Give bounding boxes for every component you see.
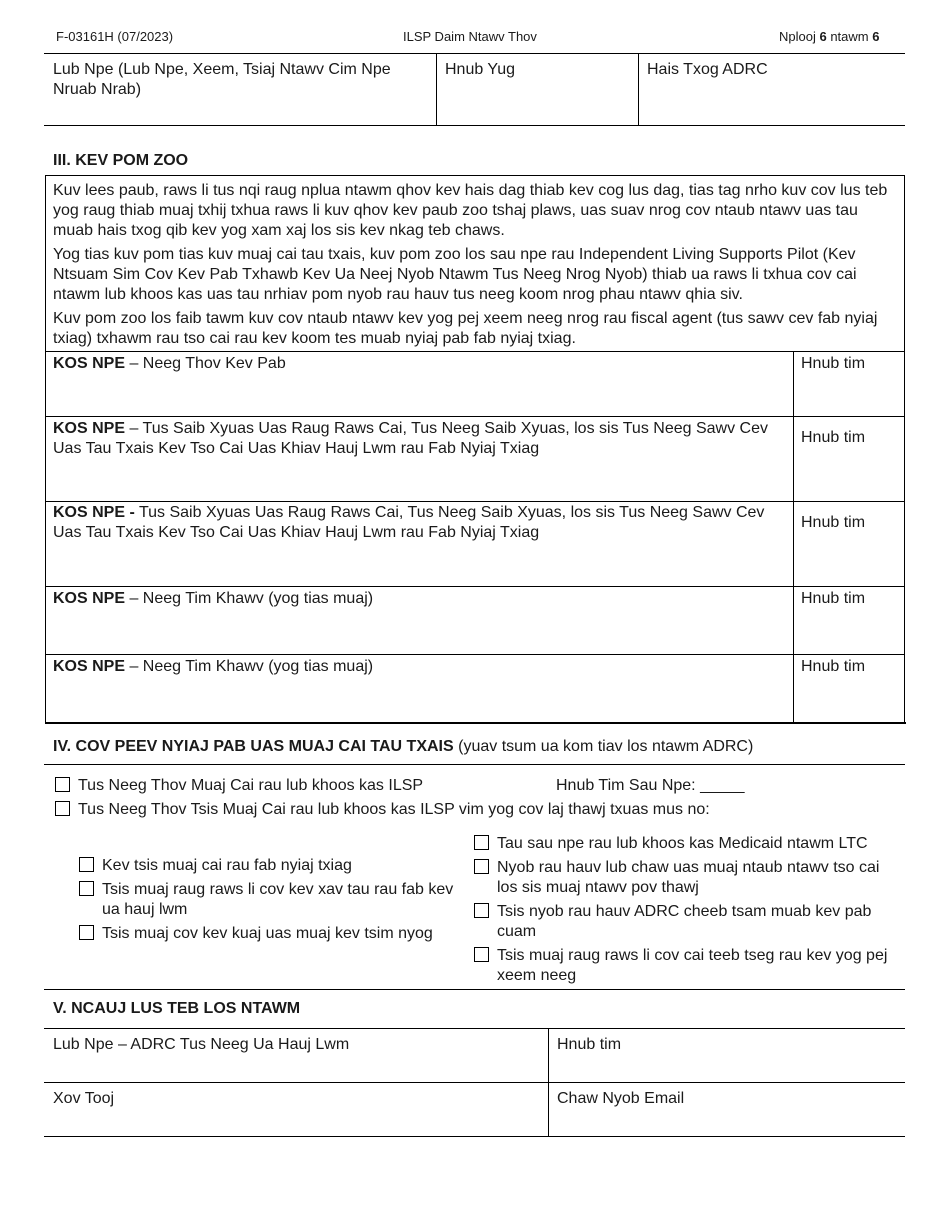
not-eligible-checkbox[interactable] xyxy=(55,801,70,816)
adrc-ref-field-label[interactable]: Hais Txog ADRC xyxy=(647,61,768,78)
consent-paragraph-3: Kuv pom zoo los faib tawm kuv cov ntaub ntawv kev yog pej xeem neeg nrog rau fiscal agent (tus sawv cev fab nyiaj txiag) txhawm rau tso cai rau kev koom tes muab nyiaj pab fab nyiaj txiag. xyxy=(53,310,878,347)
dob-field-label[interactable]: Hnub Yug xyxy=(445,61,515,78)
page-number: Nplooj 6 ntawm 6 xyxy=(779,29,880,44)
reason-service-area-checkbox[interactable] xyxy=(474,903,489,918)
witness-2-signature-date[interactable]: Hnub tim xyxy=(801,658,866,675)
name-field-label[interactable]: Lub Npe (Lub Npe, Xeem, Tsiaj Ntawv Cim Npe Nruab Nrab) xyxy=(53,61,391,98)
representative-signature-date[interactable]: Hnub tim xyxy=(801,514,866,531)
witness-1-signature-field[interactable]: KOS NPE – Neeg Tim Khawv (yog tias muaj) xyxy=(53,590,374,607)
representative-signature-field[interactable]: KOS NPE - Tus Saib Xyuas Uas Raug Raws Cai, Tus Neeg Saib Xyuas, los sis Tus Neeg Sawv Cev Uas Tau Txais Kev Tso Cai Uas Khiav Hauj Lwm rau Fab Nyiaj Txiag xyxy=(53,504,765,541)
eligible-checkbox[interactable] xyxy=(55,777,70,792)
reason-functional-label: Tsis muaj raug raws li cov kev xav tau rau fab kev ua hauj lwm xyxy=(102,881,454,918)
enrollment-date-field[interactable]: Hnub Tim Sau Npe: _____ xyxy=(556,777,745,794)
section-4-title: IV. COV PEEV NYIAJ PAB UAS MUAJ CAI TAU TXAIS (yuav tsum ua kom tiav los ntawm ADRC) xyxy=(53,738,754,755)
reason-medicaid-label: Tau sau npe rau lub khoos kas Medicaid ntawm LTC xyxy=(497,835,868,852)
reason-facility-checkbox[interactable] xyxy=(474,859,489,874)
form-id: F-03161H (07/2023) xyxy=(56,29,174,44)
reason-facility-label: Nyob rau hauv lub chaw uas muaj ntaub ntawv tso cai los sis muaj ntawv pov thawj xyxy=(497,859,880,896)
reason-screening-checkbox[interactable] xyxy=(79,925,94,940)
form-title: ILSP Daim Ntawv Thov xyxy=(403,29,537,44)
eligible-label: Tus Neeg Thov Muaj Cai rau lub khoos kas ILSP xyxy=(78,777,424,794)
reason-service-area-label: Tsis nyob rau hauv ADRC cheeb tsam muab kev pab cuam xyxy=(497,903,872,940)
reason-financial-checkbox[interactable] xyxy=(79,857,94,872)
witness-2-signature-field[interactable]: KOS NPE – Neeg Tim Khawv (yog tias muaj) xyxy=(53,658,374,675)
reason-functional-checkbox[interactable] xyxy=(79,881,94,896)
response-date-field[interactable]: Hnub tim xyxy=(557,1036,622,1053)
consent-paragraph-1: Kuv lees paub, raws li tus nqi raug nplua ntawm qhov kev hais dag thiab kev cog lus dag, tias tag nrho kuv cov lus teb yog raug thiab muaj txhij txhua raws li kuv qhov kev paub zoo tshaj plaws, uas suav nrog cov ntaub ntawv uas tau muab hais txog qib kev yog xam xaj los sis kev nkag teb chaws. xyxy=(53,182,888,239)
adrc-worker-name-field[interactable]: Lub Npe – ADRC Tus Neeg Ua Hauj Lwm xyxy=(53,1036,350,1053)
section-5-title: V. NCAUJ LUS TEB LOS NTAWM xyxy=(53,1000,301,1017)
reason-medicaid-checkbox[interactable] xyxy=(474,835,489,850)
witness-1-signature-date[interactable]: Hnub tim xyxy=(801,590,866,607)
guardian-signature-field[interactable]: KOS NPE – Tus Saib Xyuas Uas Raug Raws Cai, Tus Neeg Saib Xyuas, los sis Tus Neeg Sawv Cev Uas Tau Txais Kev Tso Cai Uas Khiav Hauj Lwm rau Fab Nyiaj Txiag xyxy=(53,420,768,457)
guardian-signature-date[interactable]: Hnub tim xyxy=(801,429,866,446)
not-eligible-label: Tus Neeg Thov Tsis Muaj Cai rau lub khoos kas ILSP vim yog cov laj thawj txuas mus no: xyxy=(78,801,710,818)
reason-citizenship-checkbox[interactable] xyxy=(474,947,489,962)
phone-field[interactable]: Xov Tooj xyxy=(53,1090,115,1107)
section-3-title: III. KEV POM ZOO xyxy=(53,152,189,169)
applicant-signature-date[interactable]: Hnub tim xyxy=(801,355,866,372)
reason-citizenship-label: Tsis muaj raug raws li cov cai teeb tseg rau kev yog pej xeem neeg xyxy=(497,947,888,984)
reason-financial-label: Kev tsis muaj cai rau fab nyiaj txiag xyxy=(102,857,352,874)
applicant-signature-field[interactable]: KOS NPE – Neeg Thov Kev Pab xyxy=(53,355,286,372)
reason-screening-label: Tsis muaj cov kev kuaj uas muaj kev tsim nyog xyxy=(102,925,433,942)
consent-paragraph-2: Yog tias kuv pom tias kuv muaj cai tau txais, kuv pom zoo los sau npe rau Independent Living Supports Pilot (Kev Ntsuam Sim Cov Kev Pab Txhawb Kev Ua Neej Nyob Ntawm Tus Neeg Nrog Nyob) thiab ua raws li txhua cov cai ntawm lub khoos kas uas tau nrhiav pom nyob rau hauv tus neeg koom nrog phau ntawv qhia siv. xyxy=(53,246,857,303)
email-field[interactable]: Chaw Nyob Email xyxy=(557,1090,685,1107)
